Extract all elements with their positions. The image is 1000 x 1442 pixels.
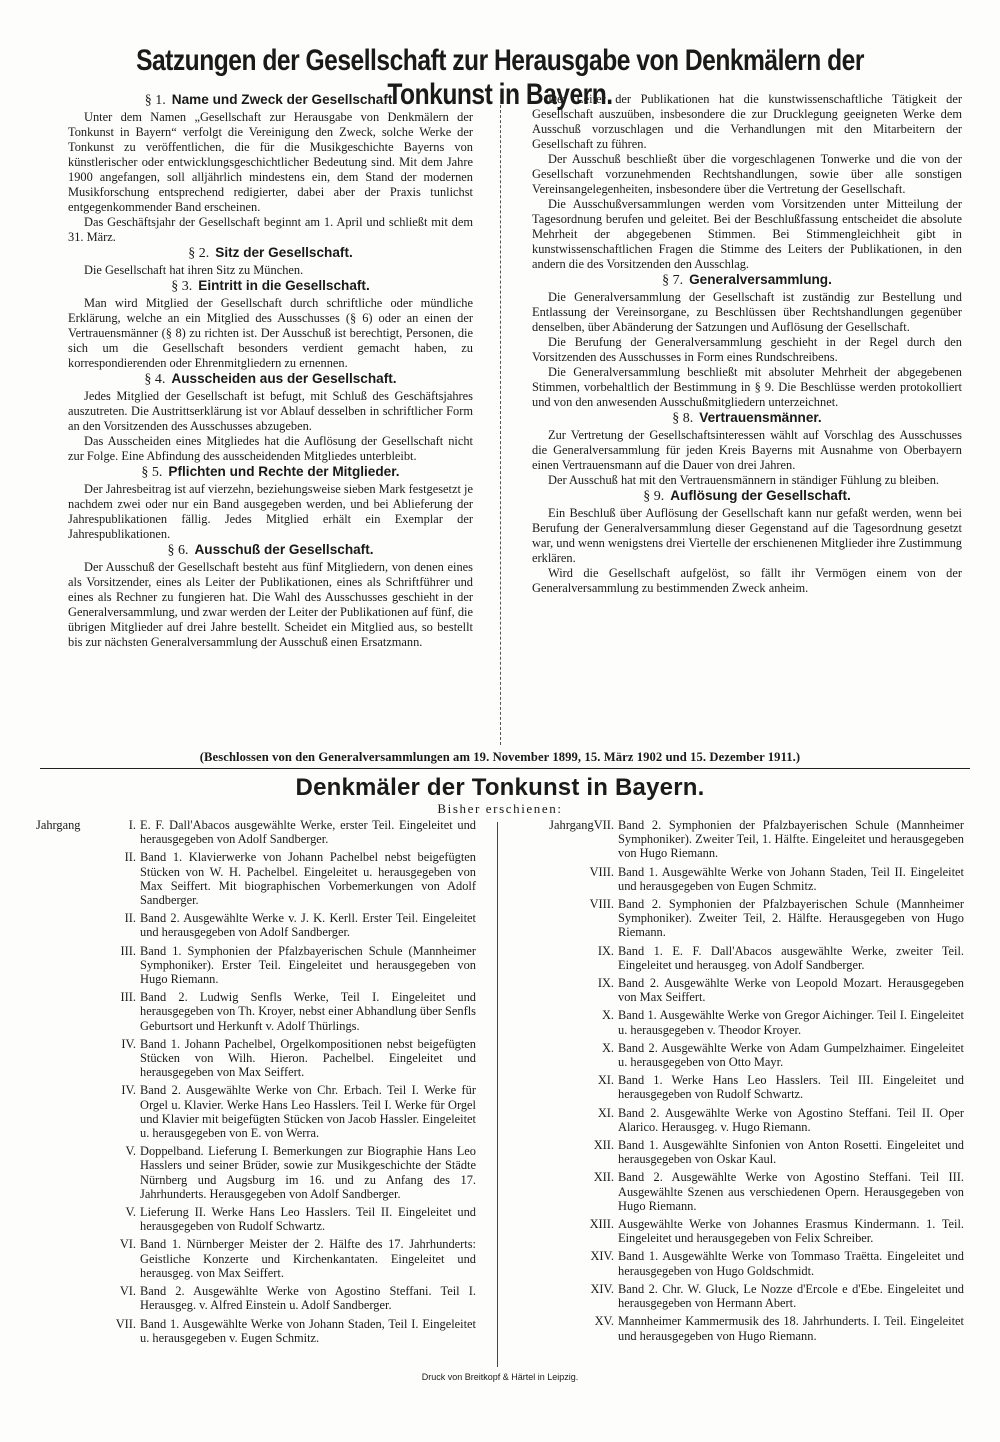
- section-paragraph: Zur Vertretung der Gesellschaftsinteressen wählt auf Vorschlag des Ausschusses die Generalversammlung für jeden Kreis Bayerns mit Ausnahme von Oberbayern einen Vertrauensmann auf die Dauer von drei Jahren.: [532, 428, 962, 472]
- volume-description: Band 2. Ausgewählte Werke von Agostino Steffani. Teil II. Oper Alarico. Herausgeg. v. Hugo Riemann.: [618, 1105, 964, 1134]
- volume-description: Band 2. Ausgewählte Werke von Agostino Steffani. Teil I. Herausgeg. v. Alfred Einstein u. Adolf Sandberger.: [140, 1284, 476, 1313]
- volume-year: X.: [601, 1008, 614, 1023]
- volume-description: Band 2. Chr. W. Gluck, Le Nozze d'Ercole e d'Ebe. Eingeleitet und herausgegeben von Hermann Abert.: [618, 1281, 964, 1311]
- volume-entry: [522, 976, 964, 1004]
- section-number: § 8.: [672, 411, 694, 426]
- volume-description: Band 2. Symphonien der Pfalzbayerischen Schule (Mannheimer Symphoniker). Zweiter Teil, 1. Hälfte. Eingeleitet und herausgegeben von Hugo Riemann.: [618, 818, 964, 861]
- jahrgang-label: Jahrgang: [36, 818, 81, 832]
- volume-entry: [36, 911, 476, 939]
- section-number: § 6.: [167, 543, 189, 558]
- section-paragraph: Die Generalversammlung beschließt mit absoluter Mehrheit der abgegebenen Stimmen, vorbehaltlich der Bestimmung in § 9. Die Beschlüsse werden protokolliert und von den anwesenden Ausschußmitgliedern unterzeichnet.: [532, 365, 962, 409]
- section-paragraph: Der Jahresbeitrag ist auf vierzehn, beziehungsweise sieben Mark festgesetzt je nachdem zwei oder nur ein Band ausgegeben werden, und bei Ablieferung der Jahrespublikationen fällig. Jedes Mitglied erhält ein Exemplar der Jahrespublikationen.: [68, 482, 473, 541]
- volume-year: V.: [125, 1205, 136, 1220]
- horizontal-rule: [40, 768, 970, 769]
- volume-entry: [36, 990, 476, 1033]
- statute-section: [68, 542, 473, 650]
- statute-section: [68, 92, 473, 245]
- section-number: § 9.: [643, 489, 665, 504]
- section-paragraph: Man wird Mitglied der Gesellschaft durch schriftliche oder mündliche Erklärung, welche an ein Mitglied des Ausschusses (§ 6) oder an einen der Vertrauensmänner (§ 8) zu richten ist. Der Ausschuß ist berechtigt, Personen, die sich um die Gesellschaft besonders verdient gemacht haben, zu korrespondierenden oder Ehrenmitgliedern zu ernennen.: [68, 296, 473, 370]
- statute-section: [68, 245, 473, 278]
- volume-year: XV.: [594, 1314, 614, 1329]
- volume-description: Ausgewählte Werke von Johannes Erasmus Kindermann. 1. Teil. Eingeleitet und herausgegeben von Felix Schreiber.: [618, 1217, 964, 1246]
- section-number: § 4.: [144, 372, 166, 387]
- section-number: § 7.: [662, 273, 684, 288]
- volume-entry: [36, 1237, 476, 1280]
- volume-list-right: [522, 818, 964, 1347]
- statute-section: [68, 278, 473, 371]
- volume-entry: [522, 1314, 964, 1342]
- statute-section: [532, 488, 962, 596]
- volume-description: Band 1. Ausgewählte Werke von Gregor Aichinger. Teil I. Eingeleitet u. herausgegeben v. Theodor Kroyer.: [618, 1008, 964, 1037]
- section-heading: [68, 371, 473, 388]
- volume-year: III.: [120, 990, 136, 1005]
- statute-section: [68, 371, 473, 464]
- volume-year: I.: [128, 818, 136, 832]
- volume-year: IX.: [597, 943, 614, 958]
- volume-year: X.: [601, 1040, 614, 1055]
- volume-description: Band 2. Ausgewählte Werke v. J. K. Kerll. Erster Teil. Eingeleitet und herausgegeben von Adolf Sandberger.: [140, 911, 476, 940]
- section-paragraph: Die Ausschußversammlungen werden vom Vorsitzenden unter Mitteilung der Tagesordnung berufen und geleitet. Bei der Beschlußfassung entscheidet die absolute Mehrheit der abgegebenen Stimmen. Bei Stimmengleichheit gibt in kunstwissenschaftlichen Fragen die Stimme des Leiters der Publikationen, in den andern die des Vorsitzenden den Ausschlag.: [532, 197, 962, 271]
- section-title: Vertrauensmänner.: [699, 410, 822, 425]
- volume-entry: [522, 897, 964, 940]
- statute-section: [532, 92, 962, 272]
- section-title: Generalversammlung.: [689, 272, 832, 287]
- volume-year: II.: [124, 911, 136, 926]
- volume-year: XII.: [593, 1170, 614, 1185]
- section-number: § 1.: [144, 93, 166, 108]
- section-heading: [532, 410, 962, 427]
- volume-description: Band 1. Werke Hans Leo Hasslers. Teil III. Eingeleitet und herausgegeben von Rudolf Schwartz.: [618, 1073, 964, 1102]
- volume-year-number: VII.: [593, 818, 614, 832]
- volume-description: Band 2. Symphonien der Pfalzbayerischen Schule (Mannheimer Symphoniker). Zweiter Teil, 2. Hälfte. Herausgegeben von Hugo Riemann.: [618, 897, 964, 940]
- volume-description: Band 1. Ausgewählte Sinfonien von Anton Rosetti. Eingeleitet und herausgegeben von Oskar Kaul.: [618, 1138, 964, 1167]
- volume-entry: [522, 1138, 964, 1166]
- section-title: Name und Zweck der Gesellschaft.: [171, 92, 397, 107]
- volume-description: Band 1. Johann Pachelbel, Orgelkompositionen nebst beigefügten Stücken von Wilh. Hieron. Pachelbel. Eingeleitet und herausgegeben von Max Seiffert.: [140, 1036, 476, 1080]
- volume-year: XIV.: [590, 1281, 614, 1296]
- section-title: Sitz der Gesellschaft.: [215, 245, 353, 260]
- main-title: Satzungen der Gesellschaft zur Herausgabe von Denkmälern der Tonkunst in Bayern.: [136, 44, 864, 111]
- volume-year: IX.: [597, 976, 614, 991]
- section-paragraph: Der Ausschuß der Gesellschaft besteht aus fünf Mitgliedern, von denen eines als Vorsitzender, eines als Leiter der Publikationen, eines als Schriftführer und eines als Rechner zu fungieren hat. Die Wahl des Ausschusses geschieht in der Generalversammlung, und zwar werden der Leiter der Publikationen auf fünf, die übrigen Mitglieder auf drei Jahre bestellt. Scheidet ein Mitglied aus, so bestellt bis zur nächsten Generalversammlung der Ausschuß einen Ersatzmann.: [68, 560, 473, 649]
- volume-year: VIII.: [589, 897, 614, 912]
- volume-year: VI.: [119, 1237, 136, 1252]
- volume-description: Band 1. Nürnberger Meister der 2. Hälfte des 17. Jahrhunderts: Geistliche Konzerte und Kirchenkantaten. Eingeleitet und herausgeg. von Max Seiffert.: [140, 1237, 476, 1280]
- volume-year: XIII.: [589, 1217, 614, 1232]
- statute-section: [532, 272, 962, 410]
- section-paragraph: Wird die Gesellschaft aufgelöst, so fällt ihr Vermögen einem von der Generalversammlung zu bestimmenden Zweck anheim.: [532, 566, 962, 595]
- section-paragraph: Die Generalversammlung der Gesellschaft ist zuständig zur Bestellung und Entlassung der Vereinsorgane, zu Beschlüssen über Rechtshandlungen gegenüber denselben, über Abänderung der Satzungen und Auflösung der Gesellschaft.: [532, 290, 962, 334]
- volume-description: Band 1. Ausgewählte Werke von Johann Staden, Teil II. Eingeleitet und herausgegeben von Eugen Schmitz.: [618, 864, 964, 893]
- volume-entry: [36, 1284, 476, 1312]
- section-paragraph: Jedes Mitglied der Gesellschaft ist befugt, mit Schluß des Geschäftsjahres auszutreten. Die Austrittserklärung ist vor Ablauf desselben in schriftlicher Form an den Vorsitzenden des Ausschusses abzugeben.: [68, 389, 473, 433]
- section-paragraph: Die Berufung der Generalversammlung geschieht in der Regel durch den Vorsitzenden des Ausschusses in Form eines Rundschreibens.: [532, 335, 962, 364]
- section-paragraph: Der Ausschuß hat mit den Vertrauensmännern in ständiger Fühlung zu bleiben.: [548, 473, 940, 487]
- volume-description: Band 1. E. F. Dall'Abacos ausgewählte Werke, zweiter Teil. Eingeleitet und herausgeg. von Adolf Sandberger.: [618, 943, 964, 972]
- section-number: § 3.: [171, 279, 193, 294]
- volume-year: IV.: [121, 1036, 136, 1051]
- publication-list-title: Denkmäler der Tonkunst in Bayern.: [295, 774, 705, 801]
- volume-year: VIII.: [589, 864, 614, 879]
- volume-description: E. F. Dall'Abacos ausgewählte Werke, erster Teil. Eingeleitet und herausgegeben von Adolf Sandberger.: [140, 818, 476, 847]
- volume-year: II.: [124, 850, 136, 865]
- volume-entry: [522, 1041, 964, 1069]
- volume-description: Band 1. Ausgewählte Werke von Johann Staden, Teil I. Eingeleitet u. herausgegeben v. Eugen Schmitz.: [140, 1316, 476, 1345]
- section-paragraph: Die Gesellschaft hat ihren Sitz zu München.: [84, 263, 304, 277]
- volume-year: [522, 818, 614, 832]
- volume-entry: [522, 1282, 964, 1310]
- volume-description: Band 2. Ausgewählte Werke von Agostino Steffani. Teil III. Ausgewählte Szenen aus verschiedenen Opern. Herausgegeben von Hugo Riemann.: [618, 1170, 964, 1213]
- volume-description: Lieferung II. Werke Hans Leo Hasslers. Teil II. Eingeleitet und herausgegeben von Rudolf Schwartz.: [140, 1205, 476, 1234]
- statute-section: [532, 410, 962, 488]
- volume-description: Band 2. Ausgewählte Werke von Chr. Erbach. Teil I. Werke für Orgel u. Klavier. Werke Hans Leo Hasslers. Teil I. Werke für Orgel und Klavier mit beigefügten Stücken von Jacob Hassler. Eingeleitet u. herausgegeben von E. von Werra.: [140, 1083, 476, 1141]
- volume-list-left: [36, 818, 476, 1349]
- section-heading: [68, 278, 473, 295]
- volume-entry: [522, 1249, 964, 1277]
- volume-description: Band 1. Ausgewählte Werke von Tommaso Traëtta. Eingeleitet und herausgegeben von Hugo Goldschmidt.: [618, 1249, 964, 1278]
- volume-entry: [522, 1106, 964, 1134]
- volume-year: IV.: [121, 1083, 136, 1098]
- volume-entry: [36, 818, 476, 846]
- volume-year: III.: [120, 943, 136, 958]
- volume-description: Band 1. Klavierwerke von Johann Pachelbel nebst beigefügten Stücken von W. H. Pachelbel. Eingeleitet u. herausgegeben von Max Seiffert. Mit biographischen Vorbemerkungen von Adolf Sandberger.: [140, 850, 476, 908]
- volume-entry: [522, 865, 964, 893]
- volume-description: Band 2. Ausgewählte Werke von Leopold Mozart. Herausgegeben von Max Seiffert.: [618, 976, 964, 1005]
- volume-year: XII.: [593, 1138, 614, 1153]
- printer-imprint: Druck von Breitkopf & Härtel in Leipzig.: [421, 1372, 579, 1382]
- volume-entry: [36, 1317, 476, 1345]
- section-heading: [532, 488, 962, 505]
- section-heading: [68, 245, 473, 262]
- volume-entry: [522, 1217, 964, 1245]
- volume-year: VI.: [119, 1284, 136, 1299]
- volume-description: Band 2. Ausgewählte Werke von Adam Gumpelzhaimer. Eingeleitet u. herausgegeben von Otto Mayr.: [618, 1040, 964, 1070]
- volume-description: Mannheimer Kammermusik des 18. Jahrhunderts. I. Teil. Eingeleitet und herausgegeben von Hugo Riemann.: [618, 1314, 964, 1343]
- section-title: Ausscheiden aus der Gesellschaft.: [171, 371, 397, 386]
- volume-entry: [36, 1205, 476, 1233]
- column-divider: [500, 95, 501, 745]
- section-heading: [532, 272, 962, 289]
- volume-year: XIV.: [590, 1249, 614, 1264]
- volume-entry: [36, 944, 476, 987]
- volume-description: Doppelband. Lieferung I. Bemerkungen zur Biographie Hans Leo Hasslers und seiner Brüder, sowie zur Musikgeschichte der Städte Nürnberg und Augsburg im 16. und zu Anfang des 17. Jahrhunderts. Herausgegeben von Adolf Sandberger.: [140, 1144, 476, 1201]
- section-paragraph: Unter dem Namen „Gesellschaft zur Herausgabe von Denkmälern der Tonkunst in Bayern“ verfolgt die Vereinigung den Zweck, solche Werke der Tonkunst zu veröffentlichen, die für die Musikgeschichte Bayerns von künstlerischer oder entwicklungsgeschichtlicher Bedeutung sind. Mit dem Jahre 1900 angefangen, soll alljährlich mindestens ein, dem Stand der modernen Musikforschung entsprechend redigierter, dabei aber der Praxis tunlichst entgegenkommender Band erscheinen.: [68, 110, 473, 214]
- volume-year: V.: [125, 1144, 136, 1159]
- section-paragraph: Das Geschäftsjahr der Gesellschaft beginnt am 1. April und schließt mit dem 31. März.: [68, 215, 473, 244]
- statute-section: [68, 464, 473, 542]
- volume-description: Band 2. Ludwig Senfls Werke, Teil I. Eingeleitet und herausgegeben von Th. Kroyer, nebst einer Abhandlung über Senfls Geburtsort und Herkunft v. Adolf Thürlings.: [140, 990, 476, 1033]
- jahrgang-label: Jahrgang: [549, 818, 594, 832]
- volume-entry: [522, 1008, 964, 1036]
- volume-entry: [522, 1170, 964, 1213]
- volume-year: XI.: [597, 1105, 614, 1120]
- section-paragraph: Der Leiter der Publikationen hat die kunstwissenschaftliche Tätigkeit der Gesellschaft auszuüben, insbesondere die zur Drucklegung geeigneten Werke dem Ausschuß vorzuschlagen und die Verhandlungen mit den Mitarbeitern der Gesellschaft zu führen.: [532, 92, 962, 151]
- volume-entry: [36, 1144, 476, 1201]
- volume-year: VII.: [115, 1316, 136, 1331]
- section-title: Ausschuß der Gesellschaft.: [194, 542, 374, 557]
- section-paragraph: Der Ausschuß beschließt über die vorgeschlagenen Tonwerke und die von der Gesellschaft vorzunehmenden Rechtshandlungen, sowie über alle sonstigen Vereinsangelegenheiten, insbesondere über die Vertretung der Gesellschaft.: [532, 152, 962, 196]
- section-number: § 2.: [188, 246, 210, 261]
- volume-entry: [522, 818, 964, 861]
- section-heading: [68, 92, 473, 109]
- statutes-left-column: [68, 92, 473, 650]
- volume-year: XI.: [597, 1073, 614, 1088]
- section-heading: [68, 542, 473, 559]
- section-paragraph: Das Ausscheiden eines Mitgliedes hat die Auflösung der Gesellschaft nicht zur Folge. Eine Abfindung des ausscheidenden Mitgliedes unterbleibt.: [68, 434, 473, 463]
- section-title: Eintritt in die Gesellschaft.: [198, 278, 370, 293]
- list-divider: [497, 822, 498, 1367]
- volume-entry: [36, 850, 476, 907]
- resolution-note: (Beschlossen von den Generalversammlungen am 19. November 1899, 15. März 1902 und 15. Dezember 1911.): [199, 750, 801, 764]
- volume-entry: [36, 1037, 476, 1080]
- section-title: Auflösung der Gesellschaft.: [670, 488, 851, 503]
- section-title: Pflichten und Rechte der Mitglieder.: [168, 464, 400, 479]
- published-subtitle: Bisher erschienen:: [437, 801, 563, 816]
- volume-entry: [522, 1073, 964, 1101]
- section-number: § 5.: [141, 465, 163, 480]
- volume-entry: [522, 944, 964, 972]
- volume-entry: [36, 1083, 476, 1140]
- statutes-right-column: [532, 92, 962, 596]
- section-paragraph: Ein Beschluß über Auflösung der Gesellschaft kann nur gefaßt werden, wenn bei Berufung der Generalversammlung dieser Gegenstand auf die Tagesordnung gesetzt war, und wenn wenigstens drei Viertelle der erschienenen Mitglieder ihre Zustimmung erklären.: [532, 506, 962, 565]
- section-heading: [68, 464, 473, 481]
- volume-description: Band 1. Symphonien der Pfalzbayerischen Schule (Mannheimer Symphoniker). Erster Teil. Eingeleitet und herausgegeben von Hugo Riemann.: [140, 943, 476, 987]
